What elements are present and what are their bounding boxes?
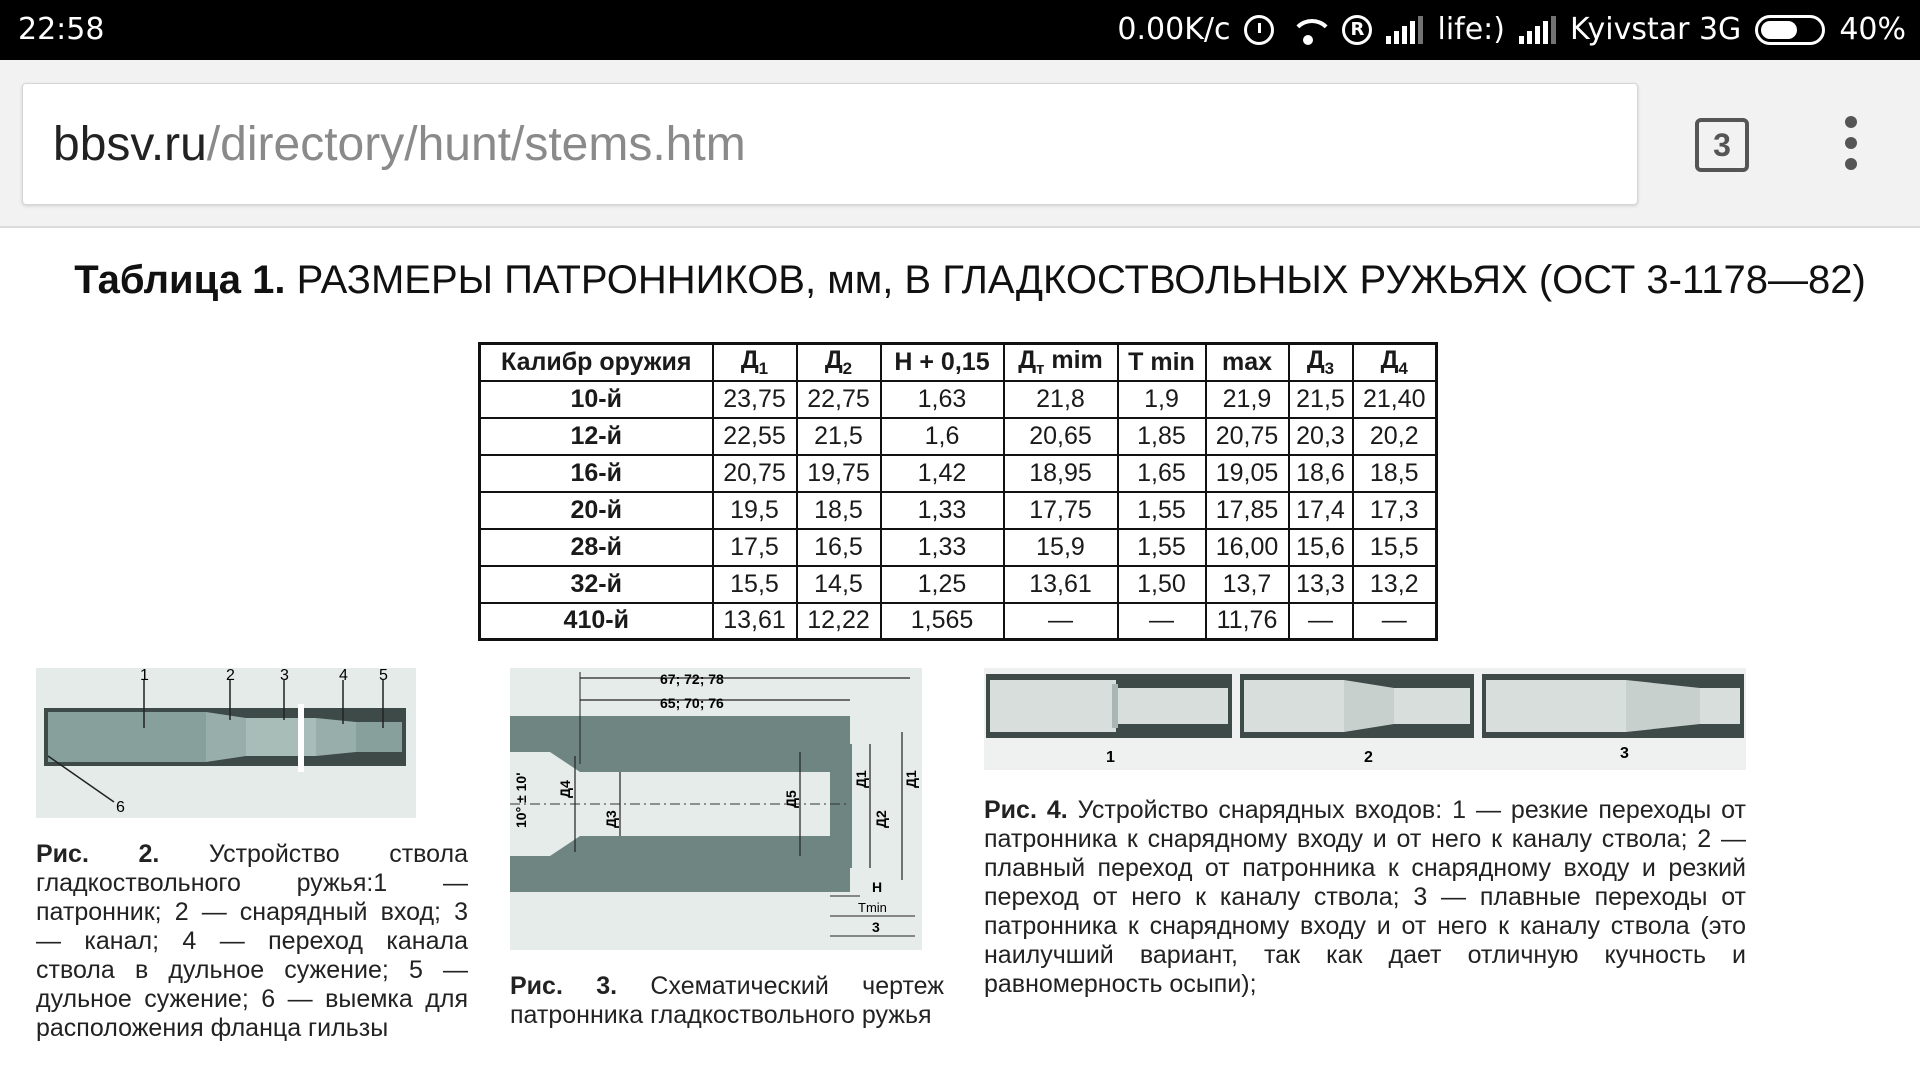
table-cell: 15,5 — [1353, 529, 1437, 566]
caliber-cell: 410-й — [480, 603, 713, 640]
roaming-icon: R — [1342, 15, 1372, 45]
fig3-label-tmin: Tmin — [858, 900, 887, 915]
fig4-label-3: 3 — [1620, 745, 1629, 762]
table-cell: 1,55 — [1118, 492, 1206, 529]
table-cell: 19,05 — [1206, 455, 1289, 492]
table-row — [480, 529, 1437, 566]
fig2-label-4: 4 — [339, 668, 348, 684]
table-cell: 18,5 — [797, 492, 881, 529]
table-header-cell: $Д_2$ — [797, 344, 881, 381]
battery-level: 40% — [1839, 12, 1906, 47]
battery-icon — [1755, 15, 1825, 45]
fig3-label-d3: Д3 — [603, 810, 619, 828]
table-cell: 20,2 — [1353, 418, 1437, 455]
table-cell: 20,3 — [1289, 418, 1353, 455]
fig2-label-6: 6 — [116, 799, 125, 816]
figure-2-caption — [36, 840, 468, 1043]
fig3-label-d5: Д5 — [783, 790, 799, 808]
url-path: /directory/hunt/stems.htm — [206, 118, 746, 171]
status-icons — [1117, 12, 1906, 47]
table-cell: 1,85 — [1118, 418, 1206, 455]
table-cell: 22,55 — [713, 418, 797, 455]
fig2-label-5: 5 — [379, 668, 388, 684]
table-cell: 17,85 — [1206, 492, 1289, 529]
table-cell: 1,65 — [1118, 455, 1206, 492]
table-header-cell: $Д_1$ — [713, 344, 797, 381]
table-cell: 17,3 — [1353, 492, 1437, 529]
fig2-label-3: 3 — [280, 668, 289, 684]
caliber-cell: 16-й — [480, 455, 713, 492]
table-cell: 13,61 — [1004, 566, 1118, 603]
table-cell: 18,6 — [1289, 455, 1353, 492]
table-cell: 13,2 — [1353, 566, 1437, 603]
url-domain: bbsv.ru — [53, 118, 207, 171]
table-cell: 18,95 — [1004, 455, 1118, 492]
fig2-label-1: 1 — [140, 668, 149, 684]
table-cell: 1,42 — [881, 455, 1004, 492]
table-cell: 15,6 — [1289, 529, 1353, 566]
chamber-size-table — [478, 342, 1438, 641]
clock: 22:58 — [18, 12, 105, 47]
fig3-label-d2: Д2 — [873, 810, 889, 828]
figure-3-chamber-drawing — [510, 668, 922, 950]
table-header-cell: $Д_3$ — [1289, 344, 1353, 381]
table-header-row — [480, 344, 1437, 381]
table-cell: 1,33 — [881, 529, 1004, 566]
table-cell: 15,5 — [713, 566, 797, 603]
network-speed: 0.00K/c — [1117, 12, 1231, 47]
fig2-label-2: 2 — [226, 668, 235, 684]
browser-toolbar — [0, 60, 1920, 228]
table-cell: 1,565 — [881, 603, 1004, 640]
figure-3-caption — [510, 972, 944, 1030]
table-header-cell: T min — [1118, 344, 1206, 381]
table-cell: 1,55 — [1118, 529, 1206, 566]
table-cell: 1,6 — [881, 418, 1004, 455]
table-cell: — — [1118, 603, 1206, 640]
fig3-label-d1-inner: Д1 — [853, 770, 869, 788]
fig3-label-h: H — [872, 879, 883, 895]
table-cell: 19,5 — [713, 492, 797, 529]
figure-2-barrel-diagram — [36, 668, 416, 818]
caliber-cell: 20-й — [480, 492, 713, 529]
table-row — [480, 566, 1437, 603]
table-header-cell: H + 0,15 — [881, 344, 1004, 381]
table-cell: 17,75 — [1004, 492, 1118, 529]
caliber-cell: 32-й — [480, 566, 713, 603]
table-cell: 16,00 — [1206, 529, 1289, 566]
fig2-caption-label: Рис. 2. — [36, 840, 160, 868]
fig3-angle: 10° ± 10' — [513, 772, 529, 828]
table-cell: 22,75 — [797, 381, 881, 418]
table-cell: 13,61 — [713, 603, 797, 640]
table-cell: 11,76 — [1206, 603, 1289, 640]
table-cell: 15,9 — [1004, 529, 1118, 566]
caliber-cell: 28-й — [480, 529, 713, 566]
table-cell: 1,25 — [881, 566, 1004, 603]
table-header-cell: max — [1206, 344, 1289, 381]
overflow-menu-icon[interactable] — [1838, 116, 1864, 176]
table-row — [480, 381, 1437, 418]
fig4-label-2: 2 — [1364, 749, 1373, 766]
table-row — [480, 455, 1437, 492]
figure-4-forcing-cones — [984, 668, 1746, 770]
carrier-2: Kyivstar 3G — [1569, 12, 1742, 47]
fig3-caption-text: Схематический чертеж патронника гладкоствольного ружья — [510, 972, 944, 1029]
table-cell: 21,9 — [1206, 381, 1289, 418]
table-cell: — — [1004, 603, 1118, 640]
table-cell: 13,7 — [1206, 566, 1289, 603]
title-label: Таблица 1. — [74, 258, 286, 302]
table-cell: 21,8 — [1004, 381, 1118, 418]
table-cell: 17,5 — [713, 529, 797, 566]
fig2-caption-text: Устройство ствола гладкоствольного ружья:1 — патронник; 2 — снарядный вход; 3 — канал; 4 — переход канала ствола в дульное сужение; 5 — дульное сужение; 6 — выемка для расположения фланца гильзы — [36, 840, 468, 1042]
fig3-dim-top2: 65; 70; 76 — [660, 695, 724, 711]
wifi-icon — [1288, 15, 1328, 45]
table-cell: 21,40 — [1353, 381, 1437, 418]
signal-icon — [1386, 16, 1423, 44]
table-cell: 1,33 — [881, 492, 1004, 529]
table-cell: 1,9 — [1118, 381, 1206, 418]
table-cell: 1,50 — [1118, 566, 1206, 603]
table-row — [480, 603, 1437, 640]
fig4-caption-text: Устройство снарядных входов: 1 — резкие переходы от патронника к снарядному входу и от него к каналу ствола; 2 — плавный переход от патронника к снарядному входу и резкий переход от него к каналу ствола; 3 — плавные переходы от патронника к снарядному входу и от него к каналу ствола (это наилучший вариант, так как дает отличную кучность и равномерность осыпи); — [984, 796, 1746, 998]
table-row — [480, 492, 1437, 529]
table-cell: 1,63 — [881, 381, 1004, 418]
figure-4-caption — [984, 796, 1746, 999]
page-title — [0, 258, 1920, 303]
table-header-cell: $Д_4$ — [1353, 344, 1437, 381]
table-cell: 12,22 — [797, 603, 881, 640]
table-cell: 23,75 — [713, 381, 797, 418]
table-cell: — — [1289, 603, 1353, 640]
table-row — [480, 418, 1437, 455]
fig3-label-d1-outer: Д1 — [903, 770, 919, 788]
tab-switcher-button[interactable]: 3 — [1695, 118, 1749, 172]
table-cell: 20,65 — [1004, 418, 1118, 455]
table-header-cell: Калибр оружия — [480, 344, 713, 381]
fig3-label-d4: Д4 — [557, 780, 573, 798]
table-cell: 13,3 — [1289, 566, 1353, 603]
table-cell: 21,5 — [797, 418, 881, 455]
fig4-label-1: 1 — [1106, 749, 1115, 766]
table-body — [480, 381, 1437, 640]
status-bar — [0, 0, 1920, 60]
fig3-label-3: 3 — [872, 919, 880, 935]
table-cell: 18,5 — [1353, 455, 1437, 492]
table-cell: 16,5 — [797, 529, 881, 566]
caliber-cell: 10-й — [480, 381, 713, 418]
alarm-icon — [1244, 15, 1274, 45]
table-cell: 17,4 — [1289, 492, 1353, 529]
address-bar[interactable] — [22, 83, 1638, 205]
table-cell: 20,75 — [1206, 418, 1289, 455]
fig3-dim-top1: 67; 72; 78 — [660, 671, 724, 687]
table-header-cell: $Д_т$ mim — [1004, 344, 1118, 381]
table-cell: 19,75 — [797, 455, 881, 492]
fig3-caption-label: Рис. 3. — [510, 972, 618, 1000]
caliber-cell: 12-й — [480, 418, 713, 455]
fig4-caption-label: Рис. 4. — [984, 796, 1068, 824]
table-cell: 14,5 — [797, 566, 881, 603]
title-text: РАЗМЕРЫ ПАТРОННИКОВ, мм, В ГЛАДКОСТВОЛЬНЫХ РУЖЬЯХ (ОСТ 3-1178—82) — [296, 258, 1866, 302]
table-cell: 20,75 — [713, 455, 797, 492]
table-cell: — — [1353, 603, 1437, 640]
carrier-1: life:) — [1437, 12, 1505, 47]
signal-icon-2 — [1519, 16, 1556, 44]
table-cell: 21,5 — [1289, 381, 1353, 418]
